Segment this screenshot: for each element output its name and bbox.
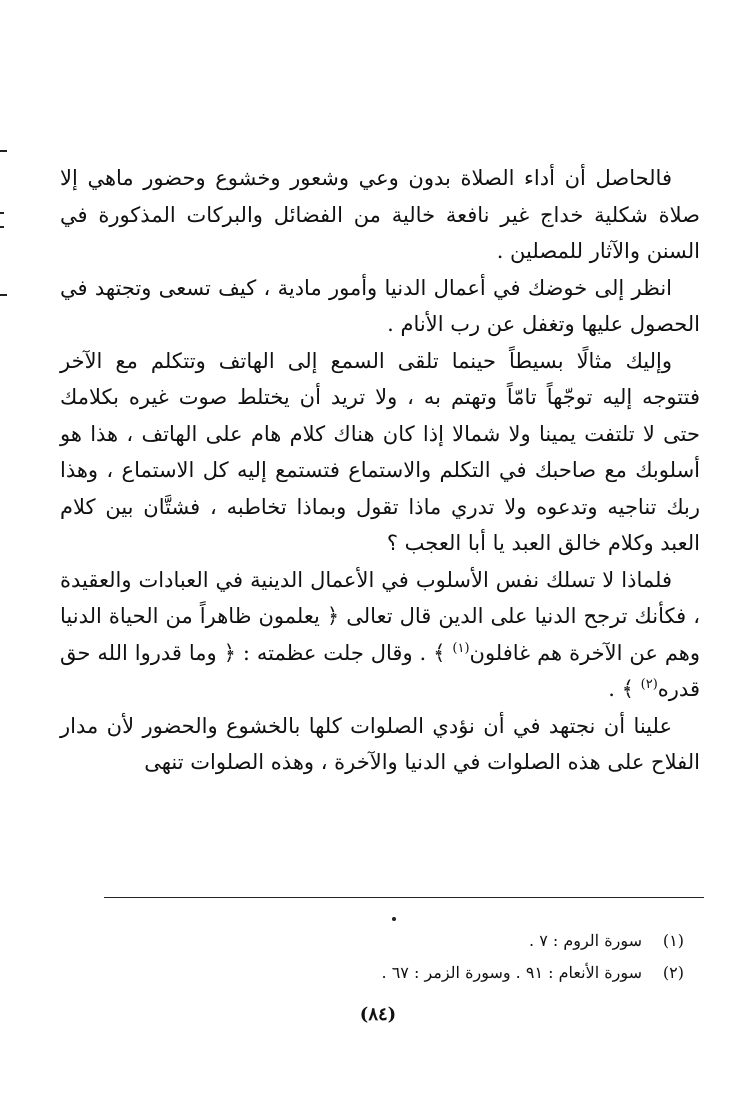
footnote-1 [60, 925, 684, 957]
paragraph-text: فلماذا لا تسلك نفس الأسلوب في الأعمال الدينية في العبادات والعقيدة ، فكأنك ترجح الدنيا على الدين قال تعالى ﴿ يعلمون ظاهراً من الحياة الدنيا وهم عن الآخرة هم غافلون [60, 567, 701, 665]
margin-mark [0, 294, 7, 296]
paragraph: فالحاصل أن أداء الصلاة بدون وعي وشعور وخشوع وحضور ماهي إلا صلاة شكلية خداج غير نافعة خالية من الفضائل والبركات المذكورة في السنن والآثار للمصلين . [60, 166, 700, 263]
paragraph-text: ﴾ . [608, 677, 641, 701]
footnote-ref-1: (١) [452, 640, 470, 656]
paragraph-text: ﴾ . وقال جلت عظمته : ﴿ وما قدروا الله حق قدره [60, 640, 700, 701]
footnote-2 [60, 957, 684, 989]
footnote-number: (٢) [662, 963, 684, 982]
page-number: (٨٤) [359, 1004, 397, 1025]
main-text [60, 160, 700, 781]
print-speck [392, 917, 396, 921]
footnote-ref-2: (٢) [640, 677, 658, 692]
footnote-number: (١) [662, 931, 684, 950]
footnote-text: سورة الأنعام : ٩١ . وسورة الزمر : ٦٧ . [381, 963, 642, 982]
paragraph: علينا أن نجتهد في أن نؤدي الصلوات كلها بالخشوع والحضور لأن مدار الفلاح على هذه الصلوات في الدنيا والآخرة ، وهذه الصلوات تنهى [60, 713, 700, 774]
paragraph: انظر إلى خوضك في أعمال الدنيا وأمور مادية ، كيف تسعى وتجتهد في الحصول عليها وتغفل عن رب الأنام . [60, 275, 700, 336]
margin-mark [0, 150, 7, 152]
margin-mark [0, 226, 4, 228]
footnote-text: سورة الروم : ٧ . [529, 931, 642, 950]
margin-mark [0, 212, 4, 214]
paragraph-with-quran-quotes [60, 562, 700, 708]
paragraph: وإليك مثالًا بسيطاً حينما تلقى السمع إلى الهاتف وتتكلم مع الآخر فتتوجه إليه توجّهاً تامّاً وتهتم به ، ولا تريد أن يختلط صوت غيره بكلامك حتى لا تلتفت يمينا ولا شمالا إذا كان هناك كلام هام على الهاتف ، هذا هو أسلوبك مع صاحبك في التكلم والاستماع فتستمع إليه كل الاستماع ، وهذا ربك تناجيه وتدعوه ولا تدري ماذا تقول وبماذا تخاطبه ، فشتَّان بين كلام العبد وكلام خالق العبد يا أبا العجب ؟ [60, 348, 700, 555]
footnote-separator [104, 897, 704, 898]
footnotes [60, 925, 684, 989]
